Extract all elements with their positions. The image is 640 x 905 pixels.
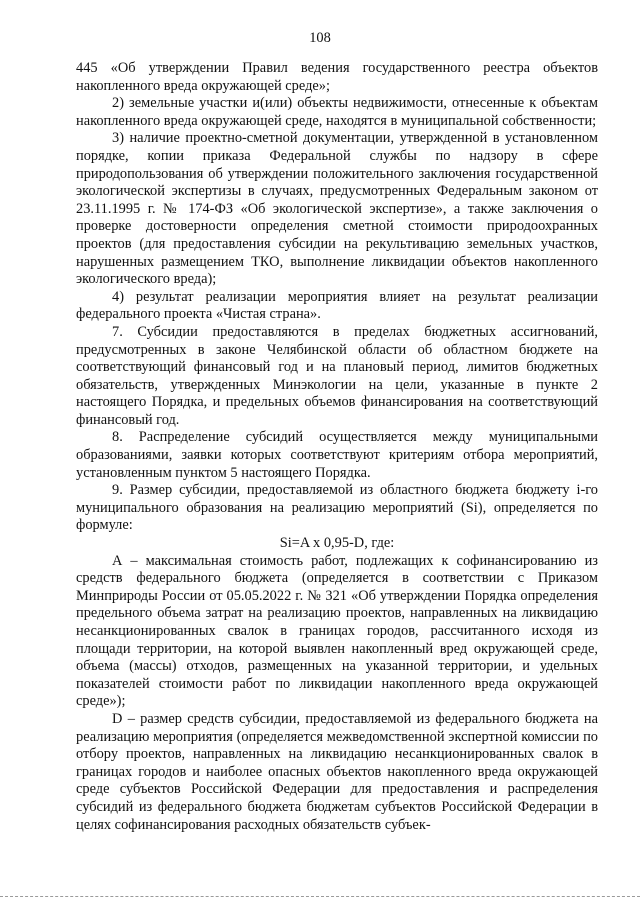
- paragraph-item-2: 2) земельные участки и(или) объекты недвижимости, отнесенные к объектам накопленного вреда окружающей среде, находятся в муниципальной собственности;: [76, 95, 598, 129]
- paragraph-clause-8: 8. Распределение субсидий осуществляется между муниципальными образованиями, заявки которых соответствуют критериям отбора мероприятий, установленным пунктом 5 настоящего Порядка.: [76, 429, 598, 481]
- page-number: 108: [309, 30, 331, 46]
- paragraph-445-continuation: 445 «Об утверждении Правил ведения государственного реестра объектов накопленного вреда окружающей среде»;: [76, 60, 598, 94]
- paragraph-item-3: 3) наличие проектно-сметной документации, утвержденной в установленном порядке, копии приказа Федеральной службы по надзору в сфере природопользования об утверждении положительного заключения государственной экологической экспертизы в случаях, предусмотренных Федеральным законом от 23.11.1995 г. № 174-ФЗ «Об экологической экспертизе», а также заключения о проверке достоверности определения сметной стоимости природоохранных проектов (для предоставления субсидии на рекультивацию земельных участков, нарушенных размещением ТКО, выполнение ликвидации объектов накопленного экологического вреда);: [76, 130, 598, 288]
- paragraph-definition-a: А – максимальная стоимость работ, подлежащих к софинансированию из средств федерального бюджета (определяется в соответствии с Приказом Минприроды России от 05.05.2022 г. № 321 «Об утверждении Порядка определения предельного объема затрат на реализацию проектов, направленных на ликвидацию несанкционированных свалок в границах городов, рассчитанного исходя из площади территории, на которой выявлен накопленный вред окружающей среде, объема (массы) отходов, размещенных на указанной территории, и удельных показателей стоимости работ по ликвидации накопленного вреда окружающей среде»);: [76, 552, 598, 710]
- paragraph-item-4: 4) результат реализации мероприятия влияет на результат реализации федерального проекта «Чистая страна».: [76, 288, 598, 323]
- page-bottom-divider: [0, 896, 640, 898]
- paragraph-clause-7: 7. Субсидии предоставляются в пределах бюджетных ассигнований, предусмотренных в законе Челябинской области об областном бюджете на соответствующий финансовый год и на плановый период, лимитов бюджетных обязательств, утвержденных Минэкологии на цели, указанные в пункте 2 настоящего Порядка, и предельных объемов финансирования на соответствующий финансовый год.: [76, 323, 598, 428]
- document-body: [76, 60, 598, 834]
- paragraph-definition-d: D – размер средств субсидии, предоставляемой из федерального бюджета на реализацию мероприятия (определяется межведомственной экспертной комиссии по отбору проектов, направленных на ликвидацию несанкционированных свалок в границах городов и наиболее опасных объектов накопленного вреда окружающей среде субъектов Российской Федерации для предоставления и распределения субсидий из федерального бюджета бюджетам субъектов Российской Федерации в целях софинансирования расходных обязательств субъек-: [76, 710, 598, 833]
- paragraph-clause-9: 9. Размер субсидии, предоставляемой из областного бюджета бюджету i-го муниципального образования на реализацию мероприятий (Si), определяется по формуле:: [76, 482, 598, 534]
- formula: Si=A x 0,95-D, где:: [279, 535, 395, 552]
